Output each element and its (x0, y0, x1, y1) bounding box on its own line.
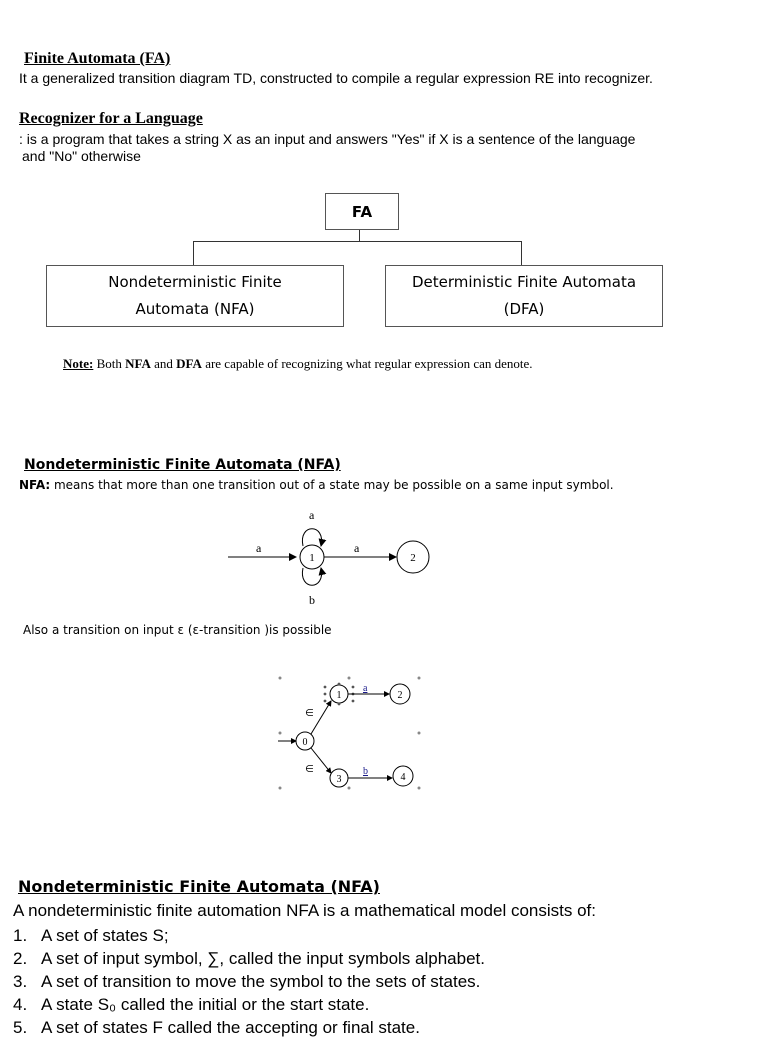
recognizer-heading: Recognizer for a Language (19, 110, 203, 127)
tree-connector-right (521, 241, 522, 265)
nfa-model-intro: A nondeterministic finite automation NFA is a mathematical model consists of: (13, 901, 596, 920)
self-loop-bottom-label: b (309, 593, 315, 607)
nfa-box (46, 265, 344, 327)
note-label: Note: (63, 356, 94, 371)
dfa-box-line1: Deterministic Finite Automata (411, 273, 637, 291)
fa-root-box (325, 193, 399, 230)
tree-connector-left (193, 241, 194, 265)
state-0-label: 0 (302, 737, 308, 748)
edge-a-label: a (363, 683, 368, 694)
nfa-diagram (220, 505, 450, 610)
self-loop-top-label: a (309, 508, 315, 522)
list-item: 4. A state S₀ called the initial or the start state. (13, 995, 370, 1014)
recognizer-description-line1: : is a program that takes a string X as an input and answers "Yes" if X is a sentence of the language (19, 131, 636, 147)
note-text-3: are capable of recognizing what regular expression can denote. (201, 356, 533, 371)
edge-b-label: b (363, 766, 368, 777)
nfa-definition-heading: Nondeterministic Finite Automata (NFA) (18, 877, 380, 896)
state-2-label: 2 (410, 552, 416, 564)
state-2b-label: 2 (397, 690, 403, 701)
start-arrow-label: a (256, 541, 262, 555)
recognizer-description-line2: and "No" otherwise (22, 148, 141, 164)
nfa-definition-label: NFA: (19, 478, 51, 492)
epsilon-note: Also a transition on input ε (ε-transition )is possible (23, 623, 332, 637)
self-loop-top (302, 529, 321, 546)
list-item: 1. A set of states S; (13, 926, 169, 945)
note-paragraph (63, 356, 533, 372)
state-3-label: 3 (336, 774, 342, 785)
epsilon-up-label: ∈ (305, 708, 314, 719)
nfa-box-line1: Nondeterministic Finite (108, 273, 282, 291)
fa-root-label: FA (351, 202, 373, 221)
nfa-heading: Nondeterministic Finite Automata (NFA) (24, 457, 341, 473)
fa-heading: Finite Automata (FA) (24, 50, 171, 67)
note-text-1: Both (93, 356, 126, 371)
state-1-label: 1 (309, 552, 315, 564)
tree-connector-vertical (359, 230, 360, 241)
note-nfa: NFA (125, 356, 151, 371)
list-item: 5. A set of states F called the accepting or final state. (13, 1018, 420, 1037)
note-text-2: and (150, 356, 177, 371)
self-loop-bottom (302, 568, 321, 585)
tree-connector-horizontal (193, 241, 522, 242)
epsilon-edge-0-3 (311, 748, 331, 773)
epsilon-nfa-diagram (270, 668, 430, 798)
dfa-box-line2: (DFA) (503, 300, 545, 318)
state-1b-label: 1 (336, 690, 342, 701)
list-item: 3. A set of transition to move the symbol to the sets of states. (13, 972, 481, 991)
note-dfa: DFA (176, 356, 202, 371)
state-4-label: 4 (400, 772, 406, 783)
dfa-box (385, 265, 663, 327)
nfa-box-line2: Automata (NFA) (135, 300, 255, 318)
nfa-definition-text: means that more than one transition out of a state may be possible on a same input symbol. (50, 478, 614, 492)
edge-1-2-label: a (354, 541, 360, 555)
epsilon-edge-0-1 (311, 701, 331, 734)
fa-description: It a generalized transition diagram TD, constructed to compile a regular expression RE into recognizer. (19, 70, 653, 86)
nfa-definition (19, 478, 614, 492)
nfa-components-list (13, 924, 485, 1039)
list-item: 2. A set of input symbol, ∑, called the input symbols alphabet. (13, 949, 485, 968)
epsilon-down-label: ∈ (305, 764, 314, 775)
